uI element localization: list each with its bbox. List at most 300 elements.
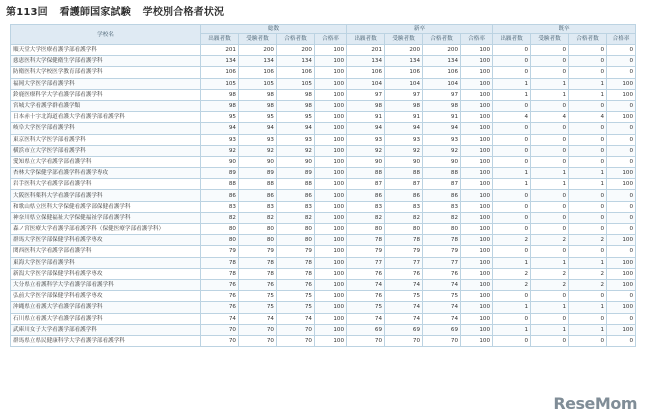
old-value-cell: 1 xyxy=(531,89,569,100)
table-row xyxy=(11,235,636,246)
total-value-cell: 100 xyxy=(315,291,347,302)
total-value-cell: 95 xyxy=(239,112,277,123)
old-value-cell: 0 xyxy=(493,313,531,324)
total-value-cell: 76 xyxy=(239,279,277,290)
new-value-cell: 92 xyxy=(347,145,385,156)
new-value-cell: 134 xyxy=(347,56,385,67)
school-name-cell: 大分県立看護科学大学看護学部看護学科 xyxy=(11,279,201,290)
group-header-new: 新卒 xyxy=(347,25,493,34)
total-value-cell: 80 xyxy=(239,224,277,235)
school-name-cell: 愛知県立大学看護学部看護学科 xyxy=(11,156,201,167)
old-value-cell: 0 xyxy=(531,313,569,324)
new-value-cell: 100 xyxy=(461,246,493,257)
total-value-cell: 83 xyxy=(201,201,239,212)
school-name-cell: 慈恵医科大学保健衛生学部看護学科 xyxy=(11,56,201,67)
new-value-cell: 75 xyxy=(385,291,423,302)
school-name-cell: 武庫川女子大学看護学部看護学科 xyxy=(11,324,201,335)
total-value-cell: 200 xyxy=(239,45,277,56)
total-value-cell: 78 xyxy=(201,268,239,279)
new-value-cell: 100 xyxy=(461,235,493,246)
table-row xyxy=(11,89,636,100)
new-value-cell: 90 xyxy=(347,156,385,167)
old-value-cell: 0 xyxy=(569,190,607,201)
new-value-cell: 77 xyxy=(347,257,385,268)
school-name-cell: 弘前大学医学部保健学科看護学専攻 xyxy=(11,291,201,302)
new-value-cell: 200 xyxy=(385,45,423,56)
old-value-cell: 1 xyxy=(531,324,569,335)
total-value-cell: 90 xyxy=(239,156,277,167)
old-value-cell: 2 xyxy=(569,268,607,279)
new-value-cell: 98 xyxy=(385,100,423,111)
old-value-cell: 100 xyxy=(607,302,636,313)
old-value-cell: 0 xyxy=(531,224,569,235)
metric-header: 合格率 xyxy=(315,34,347,45)
new-value-cell: 88 xyxy=(423,168,461,179)
school-column-header: 学校名 xyxy=(11,25,201,45)
new-value-cell: 75 xyxy=(423,291,461,302)
new-value-cell: 86 xyxy=(347,190,385,201)
school-name-cell: 森ノ宮医療大学看護学部看護学科（保健医療学部看護学科） xyxy=(11,224,201,235)
page-subtitle: 学校別合格者状況 xyxy=(142,7,225,18)
total-value-cell: 105 xyxy=(239,78,277,89)
old-value-cell: 0 xyxy=(493,156,531,167)
old-value-cell: 0 xyxy=(531,45,569,56)
new-value-cell: 75 xyxy=(347,302,385,313)
new-value-cell: 69 xyxy=(385,324,423,335)
school-name-cell: 防衛医科大学校医学教育部看護学科 xyxy=(11,67,201,78)
old-value-cell: 1 xyxy=(531,78,569,89)
old-value-cell: 0 xyxy=(569,212,607,223)
new-value-cell: 74 xyxy=(423,279,461,290)
total-value-cell: 80 xyxy=(201,235,239,246)
old-value-cell: 1 xyxy=(493,168,531,179)
table-row xyxy=(11,145,636,156)
total-value-cell: 86 xyxy=(239,190,277,201)
metric-header: 合格率 xyxy=(607,34,636,45)
old-value-cell: 0 xyxy=(569,156,607,167)
new-value-cell: 86 xyxy=(423,190,461,201)
old-value-cell: 4 xyxy=(569,112,607,123)
school-name-cell: 福岡大学医学部看護学科 xyxy=(11,78,201,89)
old-value-cell: 0 xyxy=(531,246,569,257)
old-value-cell: 0 xyxy=(607,313,636,324)
new-value-cell: 104 xyxy=(347,78,385,89)
old-value-cell: 0 xyxy=(569,291,607,302)
new-value-cell: 92 xyxy=(423,145,461,156)
old-value-cell: 1 xyxy=(493,324,531,335)
total-value-cell: 100 xyxy=(315,156,347,167)
total-value-cell: 75 xyxy=(239,291,277,302)
total-value-cell: 76 xyxy=(277,279,315,290)
total-value-cell: 79 xyxy=(239,246,277,257)
total-value-cell: 98 xyxy=(277,89,315,100)
school-name-cell: 鈴鹿医療科学大学看護学部看護学科 xyxy=(11,89,201,100)
old-value-cell: 100 xyxy=(607,179,636,190)
table-row xyxy=(11,313,636,324)
school-name-cell: 宮城大学看護学群看護学類 xyxy=(11,100,201,111)
new-value-cell: 86 xyxy=(385,190,423,201)
new-value-cell: 80 xyxy=(385,224,423,235)
total-value-cell: 75 xyxy=(277,291,315,302)
metric-header: 出願者数 xyxy=(493,34,531,45)
total-value-cell: 78 xyxy=(239,257,277,268)
old-value-cell: 1 xyxy=(569,324,607,335)
old-value-cell: 2 xyxy=(493,279,531,290)
total-value-cell: 100 xyxy=(315,335,347,346)
new-value-cell: 80 xyxy=(347,224,385,235)
total-value-cell: 100 xyxy=(315,112,347,123)
new-value-cell: 100 xyxy=(461,100,493,111)
total-value-cell: 106 xyxy=(277,67,315,78)
total-value-cell: 100 xyxy=(315,168,347,179)
total-value-cell: 80 xyxy=(239,235,277,246)
old-value-cell: 0 xyxy=(493,291,531,302)
total-value-cell: 134 xyxy=(201,56,239,67)
new-value-cell: 91 xyxy=(385,112,423,123)
total-value-cell: 94 xyxy=(239,123,277,134)
total-value-cell: 95 xyxy=(201,112,239,123)
table-row xyxy=(11,291,636,302)
total-value-cell: 70 xyxy=(239,335,277,346)
new-value-cell: 91 xyxy=(423,112,461,123)
total-value-cell: 82 xyxy=(277,212,315,223)
total-value-cell: 70 xyxy=(201,324,239,335)
old-value-cell: 1 xyxy=(531,168,569,179)
new-value-cell: 90 xyxy=(423,156,461,167)
new-value-cell: 82 xyxy=(347,212,385,223)
old-value-cell: 1 xyxy=(493,89,531,100)
new-value-cell: 100 xyxy=(461,324,493,335)
new-value-cell: 100 xyxy=(461,212,493,223)
old-value-cell: 0 xyxy=(607,100,636,111)
new-value-cell: 106 xyxy=(423,67,461,78)
old-value-cell: 0 xyxy=(569,56,607,67)
total-value-cell: 100 xyxy=(315,179,347,190)
total-value-cell: 100 xyxy=(315,268,347,279)
old-value-cell: 0 xyxy=(493,335,531,346)
old-value-cell: 2 xyxy=(531,279,569,290)
total-value-cell: 80 xyxy=(277,235,315,246)
old-value-cell: 0 xyxy=(531,212,569,223)
table-row xyxy=(11,112,636,123)
table-row xyxy=(11,257,636,268)
new-value-cell: 88 xyxy=(347,168,385,179)
old-value-cell: 0 xyxy=(493,212,531,223)
old-value-cell: 0 xyxy=(569,45,607,56)
metric-header: 受験者数 xyxy=(531,34,569,45)
old-value-cell: 0 xyxy=(493,56,531,67)
total-value-cell: 78 xyxy=(277,257,315,268)
table-row xyxy=(11,45,636,56)
total-value-cell: 89 xyxy=(239,168,277,179)
total-value-cell: 98 xyxy=(239,89,277,100)
new-value-cell: 78 xyxy=(347,235,385,246)
table-row xyxy=(11,156,636,167)
new-value-cell: 76 xyxy=(347,268,385,279)
group-header-total: 総数 xyxy=(201,25,347,34)
new-value-cell: 100 xyxy=(461,145,493,156)
old-value-cell: 100 xyxy=(607,89,636,100)
total-value-cell: 201 xyxy=(201,45,239,56)
table-row xyxy=(11,123,636,134)
old-value-cell: 1 xyxy=(569,179,607,190)
old-value-cell: 0 xyxy=(531,123,569,134)
school-name-cell: 東海大学医学部看護学科 xyxy=(11,257,201,268)
total-value-cell: 98 xyxy=(277,100,315,111)
old-value-cell: 1 xyxy=(493,302,531,313)
new-value-cell: 74 xyxy=(385,313,423,324)
old-value-cell: 0 xyxy=(569,67,607,78)
new-value-cell: 100 xyxy=(461,302,493,313)
total-value-cell: 100 xyxy=(315,201,347,212)
total-value-cell: 89 xyxy=(201,168,239,179)
old-value-cell: 0 xyxy=(607,56,636,67)
old-value-cell: 4 xyxy=(493,112,531,123)
exam-round: 第113回 xyxy=(6,7,48,18)
school-name-cell: 関西医科大学看護学部看護学科 xyxy=(11,246,201,257)
total-value-cell: 86 xyxy=(277,190,315,201)
school-name-cell: 和歌山県立医科大学保健看護学部保健看護学科 xyxy=(11,201,201,212)
old-value-cell: 1 xyxy=(493,257,531,268)
school-name-cell: 横浜市立大学医学部看護学科 xyxy=(11,145,201,156)
old-value-cell: 0 xyxy=(493,100,531,111)
new-value-cell: 100 xyxy=(461,179,493,190)
total-value-cell: 92 xyxy=(239,145,277,156)
old-value-cell: 2 xyxy=(531,235,569,246)
new-value-cell: 100 xyxy=(461,156,493,167)
total-value-cell: 80 xyxy=(201,224,239,235)
new-value-cell: 106 xyxy=(385,67,423,78)
old-value-cell: 0 xyxy=(607,45,636,56)
new-value-cell: 100 xyxy=(461,335,493,346)
total-value-cell: 98 xyxy=(201,89,239,100)
school-name-cell: 群馬県立県民健康科学大学看護学部看護学科 xyxy=(11,335,201,346)
group-header-old: 既卒 xyxy=(493,25,636,34)
old-value-cell: 0 xyxy=(493,134,531,145)
total-value-cell: 74 xyxy=(239,313,277,324)
table-row xyxy=(11,168,636,179)
new-value-cell: 100 xyxy=(461,56,493,67)
school-name-cell: 群馬大学医学部保健学科看護学専攻 xyxy=(11,235,201,246)
new-value-cell: 74 xyxy=(423,313,461,324)
total-value-cell: 93 xyxy=(277,134,315,145)
old-value-cell: 0 xyxy=(569,246,607,257)
new-value-cell: 70 xyxy=(385,335,423,346)
old-value-cell: 2 xyxy=(531,268,569,279)
total-value-cell: 100 xyxy=(315,246,347,257)
metric-header: 合格率 xyxy=(461,34,493,45)
old-value-cell: 0 xyxy=(531,335,569,346)
total-value-cell: 98 xyxy=(201,100,239,111)
table-row xyxy=(11,78,636,89)
old-value-cell: 0 xyxy=(493,67,531,78)
school-name-cell: 新潟大学医学部保健学科看護学専攻 xyxy=(11,268,201,279)
new-value-cell: 83 xyxy=(385,201,423,212)
new-value-cell: 91 xyxy=(347,112,385,123)
total-value-cell: 79 xyxy=(201,246,239,257)
total-value-cell: 100 xyxy=(315,279,347,290)
new-value-cell: 80 xyxy=(423,224,461,235)
total-value-cell: 105 xyxy=(201,78,239,89)
metric-header: 受験者数 xyxy=(385,34,423,45)
old-value-cell: 0 xyxy=(569,145,607,156)
total-value-cell: 78 xyxy=(239,268,277,279)
exam-name: 看護師国家試験 xyxy=(59,7,131,18)
total-value-cell: 75 xyxy=(277,302,315,313)
new-value-cell: 93 xyxy=(347,134,385,145)
total-value-cell: 100 xyxy=(315,134,347,145)
new-value-cell: 100 xyxy=(461,134,493,145)
old-value-cell: 0 xyxy=(607,201,636,212)
new-value-cell: 76 xyxy=(385,268,423,279)
old-value-cell: 0 xyxy=(493,145,531,156)
school-name-cell: 東京医科大学医学部看護学科 xyxy=(11,134,201,145)
total-value-cell: 82 xyxy=(201,212,239,223)
old-value-cell: 4 xyxy=(531,112,569,123)
table-row xyxy=(11,190,636,201)
old-value-cell: 0 xyxy=(569,201,607,212)
old-value-cell: 0 xyxy=(531,134,569,145)
new-value-cell: 100 xyxy=(461,45,493,56)
total-value-cell: 78 xyxy=(201,257,239,268)
old-value-cell: 1 xyxy=(531,257,569,268)
total-value-cell: 74 xyxy=(277,313,315,324)
old-value-cell: 100 xyxy=(607,257,636,268)
total-value-cell: 100 xyxy=(315,145,347,156)
metric-header: 合格者数 xyxy=(277,34,315,45)
total-value-cell: 92 xyxy=(277,145,315,156)
total-value-cell: 86 xyxy=(201,190,239,201)
total-value-cell: 134 xyxy=(277,56,315,67)
old-value-cell: 0 xyxy=(607,156,636,167)
total-value-cell: 100 xyxy=(315,190,347,201)
old-value-cell: 0 xyxy=(531,291,569,302)
school-name-cell: 神奈川県立保健福祉大学保健福祉学部看護学科 xyxy=(11,212,201,223)
total-value-cell: 100 xyxy=(315,123,347,134)
page-title xyxy=(6,3,232,18)
new-value-cell: 74 xyxy=(385,302,423,313)
metric-header: 出願者数 xyxy=(347,34,385,45)
new-value-cell: 100 xyxy=(461,123,493,134)
total-value-cell: 100 xyxy=(315,313,347,324)
total-value-cell: 83 xyxy=(277,201,315,212)
total-value-cell: 94 xyxy=(201,123,239,134)
old-value-cell: 100 xyxy=(607,324,636,335)
new-value-cell: 98 xyxy=(347,100,385,111)
total-value-cell: 75 xyxy=(239,302,277,313)
total-value-cell: 76 xyxy=(201,302,239,313)
total-value-cell: 92 xyxy=(201,145,239,156)
school-name-cell: 沖縄県立看護大学看護学部看護学科 xyxy=(11,302,201,313)
old-value-cell: 0 xyxy=(569,100,607,111)
total-value-cell: 100 xyxy=(315,78,347,89)
results-table xyxy=(10,24,636,347)
old-value-cell: 0 xyxy=(569,224,607,235)
old-value-cell: 0 xyxy=(607,224,636,235)
new-value-cell: 79 xyxy=(385,246,423,257)
total-value-cell: 82 xyxy=(239,212,277,223)
new-value-cell: 76 xyxy=(347,291,385,302)
new-value-cell: 74 xyxy=(347,313,385,324)
new-value-cell: 97 xyxy=(423,89,461,100)
total-value-cell: 100 xyxy=(315,257,347,268)
metric-header: 受験者数 xyxy=(239,34,277,45)
table-row xyxy=(11,100,636,111)
table-row xyxy=(11,134,636,145)
table-row xyxy=(11,268,636,279)
old-value-cell: 0 xyxy=(607,123,636,134)
total-value-cell: 100 xyxy=(315,224,347,235)
old-value-cell: 0 xyxy=(531,67,569,78)
old-value-cell: 0 xyxy=(607,190,636,201)
old-value-cell: 0 xyxy=(607,145,636,156)
total-value-cell: 89 xyxy=(277,168,315,179)
new-value-cell: 82 xyxy=(385,212,423,223)
new-value-cell: 100 xyxy=(461,78,493,89)
old-value-cell: 0 xyxy=(569,335,607,346)
total-value-cell: 70 xyxy=(277,335,315,346)
total-value-cell: 100 xyxy=(315,89,347,100)
school-name-cell: 杏林大学保健学部看護学科看護学専攻 xyxy=(11,168,201,179)
new-value-cell: 74 xyxy=(347,279,385,290)
old-value-cell: 0 xyxy=(607,246,636,257)
old-value-cell: 0 xyxy=(531,145,569,156)
new-value-cell: 83 xyxy=(347,201,385,212)
total-value-cell: 93 xyxy=(239,134,277,145)
old-value-cell: 0 xyxy=(493,201,531,212)
new-value-cell: 82 xyxy=(423,212,461,223)
old-value-cell: 0 xyxy=(569,123,607,134)
total-value-cell: 200 xyxy=(277,45,315,56)
new-value-cell: 100 xyxy=(461,190,493,201)
new-value-cell: 87 xyxy=(423,179,461,190)
school-name-cell: 岐阜大学医学部看護学科 xyxy=(11,123,201,134)
new-value-cell: 104 xyxy=(385,78,423,89)
new-value-cell: 93 xyxy=(423,134,461,145)
old-value-cell: 1 xyxy=(493,78,531,89)
new-value-cell: 90 xyxy=(385,156,423,167)
new-value-cell: 87 xyxy=(385,179,423,190)
old-value-cell: 1 xyxy=(569,257,607,268)
school-name-cell: 岩手医科大学看護学部看護学科 xyxy=(11,179,201,190)
old-value-cell: 0 xyxy=(607,67,636,78)
new-value-cell: 77 xyxy=(385,257,423,268)
total-value-cell: 98 xyxy=(239,100,277,111)
old-value-cell: 100 xyxy=(607,168,636,179)
new-value-cell: 69 xyxy=(423,324,461,335)
new-value-cell: 83 xyxy=(423,201,461,212)
total-value-cell: 74 xyxy=(201,313,239,324)
old-value-cell: 2 xyxy=(569,279,607,290)
total-value-cell: 94 xyxy=(277,123,315,134)
total-value-cell: 70 xyxy=(277,324,315,335)
new-value-cell: 93 xyxy=(385,134,423,145)
new-value-cell: 100 xyxy=(461,201,493,212)
total-value-cell: 106 xyxy=(201,67,239,78)
total-value-cell: 100 xyxy=(315,324,347,335)
total-value-cell: 105 xyxy=(277,78,315,89)
metric-header: 合格者数 xyxy=(423,34,461,45)
new-value-cell: 201 xyxy=(347,45,385,56)
new-value-cell: 87 xyxy=(347,179,385,190)
old-value-cell: 100 xyxy=(607,78,636,89)
new-value-cell: 77 xyxy=(423,257,461,268)
new-value-cell: 94 xyxy=(385,123,423,134)
old-value-cell: 0 xyxy=(531,100,569,111)
new-value-cell: 100 xyxy=(461,112,493,123)
school-name-cell: 大阪医科薬科大学看護学部看護学科 xyxy=(11,190,201,201)
new-value-cell: 79 xyxy=(423,246,461,257)
